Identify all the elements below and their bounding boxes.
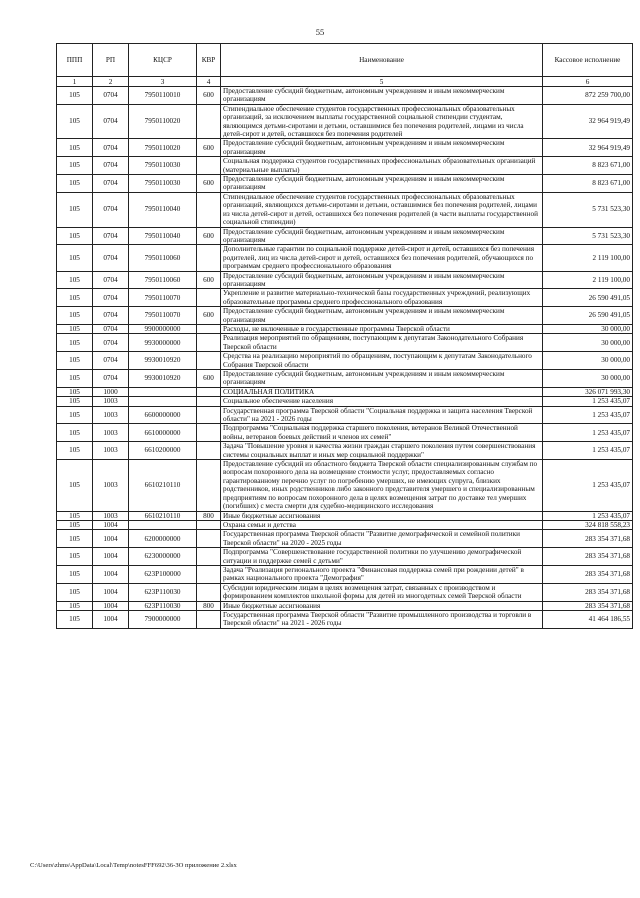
cell-name: Стипендиальное обеспечение студентов государственных профессиональных образовательных организаций, являющихся детьми-сиротами и детьми, оставшимися без попечения родителей, лицами из числа детей-сирот и детей, оставшихся без попечения родителей (в части выплаты государственной социальной стипендии) xyxy=(221,192,543,227)
cell-amount: 1 253 435,07 xyxy=(543,442,633,460)
cell-kcsr xyxy=(129,397,197,406)
cell-amount: 8 823 671,00 xyxy=(543,175,633,193)
header-ppp: ППП xyxy=(57,44,93,77)
table-row xyxy=(57,307,633,325)
cell-kvr xyxy=(197,397,221,406)
cell-rp: 1004 xyxy=(93,548,129,566)
cell-name: Предоставление субсидий бюджетным, автономным учреждениям и иным некоммерческим организациям xyxy=(221,87,543,105)
table-row xyxy=(57,387,633,396)
cell-ppp: 105 xyxy=(57,139,93,157)
cell-amount: 1 253 435,07 xyxy=(543,406,633,424)
cell-amount: 1 253 435,07 xyxy=(543,397,633,406)
cell-name: Дополнительные гарантии по социальной поддержке детей-сирот и детей, оставшихся без попечения родителей, лиц из числа детей-сирот и детей, оставшихся без попечения родителей, обучающихся по программам среднего профессионального образования xyxy=(221,245,543,271)
header-row xyxy=(57,44,633,77)
cell-ppp: 105 xyxy=(57,227,93,245)
cell-name: СОЦИАЛЬНАЯ ПОЛИТИКА xyxy=(221,387,543,396)
cell-rp: 1003 xyxy=(93,424,129,442)
cell-kcsr: 7950110030 xyxy=(129,175,197,193)
page-number: 55 xyxy=(315,27,325,37)
cell-amount: 5 731 523,30 xyxy=(543,192,633,227)
cell-kvr xyxy=(197,548,221,566)
cell-kvr: 600 xyxy=(197,139,221,157)
cell-ppp: 105 xyxy=(57,387,93,396)
cell-kcsr: 6610200000 xyxy=(129,442,197,460)
cell-rp: 0704 xyxy=(93,334,129,352)
cell-ppp: 105 xyxy=(57,175,93,193)
table-row xyxy=(57,370,633,388)
cell-kvr xyxy=(197,352,221,370)
cell-name: Стипендиальное обеспечение студентов государственных профессиональных образовательных организаций, за исключением выплаты государственной социальной стипендии студентам, являющимся детьми-сиротами и детьми, оставшимися без попечения родителей, лицами из числа детей-сирот и детей, оставшихся без попечения родителей xyxy=(221,104,543,139)
column-number: 2 xyxy=(93,77,129,87)
cell-ppp: 105 xyxy=(57,271,93,289)
cell-ppp: 105 xyxy=(57,565,93,583)
cell-rp: 0704 xyxy=(93,227,129,245)
table-row xyxy=(57,289,633,307)
cell-rp: 0704 xyxy=(93,87,129,105)
cell-rp: 0704 xyxy=(93,289,129,307)
cell-ppp: 105 xyxy=(57,424,93,442)
cell-kvr xyxy=(197,530,221,548)
cell-ppp: 105 xyxy=(57,157,93,175)
file-path-footer: C:\Users\zhms\AppData\Local\Temp\notesFFF692\36-ЗО приложение 2.xlsx xyxy=(30,862,237,869)
cell-amount: 872 259 700,00 xyxy=(543,87,633,105)
cell-name: Расходы, не включенные в государственные программы Тверской области xyxy=(221,324,543,333)
cell-kcsr: 623P110030 xyxy=(129,601,197,610)
cell-rp: 0704 xyxy=(93,245,129,271)
cell-name: Иные бюджетные ассигнования xyxy=(221,511,543,520)
cell-amount: 30 000,00 xyxy=(543,334,633,352)
cell-amount: 5 731 523,30 xyxy=(543,227,633,245)
column-number-row xyxy=(57,77,633,87)
table-row xyxy=(57,601,633,610)
cell-kcsr: 9900000000 xyxy=(129,324,197,333)
cell-amount: 283 354 371,68 xyxy=(543,548,633,566)
column-number: 5 xyxy=(221,77,543,87)
cell-kvr: 800 xyxy=(197,601,221,610)
cell-rp: 1000 xyxy=(93,387,129,396)
cell-kcsr: 7950110040 xyxy=(129,192,197,227)
cell-amount: 1 253 435,07 xyxy=(543,424,633,442)
cell-kcsr: 7950110010 xyxy=(129,87,197,105)
cell-kcsr: 7950110060 xyxy=(129,245,197,271)
table-body xyxy=(57,87,633,629)
cell-ppp: 105 xyxy=(57,87,93,105)
cell-name: Государственная программа Тверской области "Развитие промышленного производства и торговли в Тверской области" на 2021 - 2026 годы xyxy=(221,610,543,628)
cell-name: Задача "Повышение уровня и качества жизни граждан старшего поколения путем совершенствования системы социальных выплат и иных мер социальной поддержки" xyxy=(221,442,543,460)
cell-kvr xyxy=(197,442,221,460)
cell-kcsr: 7950110020 xyxy=(129,139,197,157)
table-row xyxy=(57,104,633,139)
table-row xyxy=(57,324,633,333)
cell-amount: 30 000,00 xyxy=(543,324,633,333)
cell-kcsr: 6200000000 xyxy=(129,530,197,548)
cell-rp: 1004 xyxy=(93,601,129,610)
table-row xyxy=(57,530,633,548)
cell-amount: 283 354 371,68 xyxy=(543,565,633,583)
column-number: 1 xyxy=(57,77,93,87)
header-kcsr: КЦСР xyxy=(129,44,197,77)
cell-rp: 0704 xyxy=(93,175,129,193)
cell-name: Социальная поддержка студентов государственных профессиональных образовательных организаций (материальные выплаты) xyxy=(221,157,543,175)
cell-rp: 0704 xyxy=(93,307,129,325)
cell-kcsr: 9930010920 xyxy=(129,352,197,370)
cell-kcsr xyxy=(129,387,197,396)
cell-kvr: 600 xyxy=(197,370,221,388)
cell-kvr xyxy=(197,565,221,583)
table-row xyxy=(57,565,633,583)
budget-table xyxy=(56,43,633,629)
cell-rp: 0704 xyxy=(93,352,129,370)
cell-amount: 283 354 371,68 xyxy=(543,583,633,601)
cell-amount: 324 818 558,23 xyxy=(543,520,633,529)
cell-ppp: 105 xyxy=(57,610,93,628)
column-number: 4 xyxy=(197,77,221,87)
cell-amount: 41 464 186,55 xyxy=(543,610,633,628)
cell-kvr xyxy=(197,583,221,601)
table-row xyxy=(57,520,633,529)
cell-kvr xyxy=(197,334,221,352)
cell-amount: 283 354 371,68 xyxy=(543,601,633,610)
table-row xyxy=(57,139,633,157)
table-row xyxy=(57,406,633,424)
table-row xyxy=(57,175,633,193)
cell-kcsr: 7950110020 xyxy=(129,104,197,139)
cell-kvr xyxy=(197,460,221,511)
table-row xyxy=(57,548,633,566)
cell-amount: 30 000,00 xyxy=(543,370,633,388)
cell-name: Социальное обеспечение населения xyxy=(221,397,543,406)
cell-amount: 32 964 919,49 xyxy=(543,139,633,157)
cell-name: Государственная программа Тверской области "Социальная поддержка и защита населения Тверской области" на 2021 - 2026 годы xyxy=(221,406,543,424)
cell-rp: 1004 xyxy=(93,610,129,628)
table-row xyxy=(57,87,633,105)
column-number: 6 xyxy=(543,77,633,87)
table-row xyxy=(57,271,633,289)
cell-kvr xyxy=(197,406,221,424)
cell-rp: 0704 xyxy=(93,271,129,289)
table-row xyxy=(57,157,633,175)
cell-kcsr: 7950110030 xyxy=(129,157,197,175)
cell-ppp: 105 xyxy=(57,370,93,388)
cell-kcsr: 6230000000 xyxy=(129,548,197,566)
table-row xyxy=(57,352,633,370)
cell-name: Охрана семьи и детства xyxy=(221,520,543,529)
cell-ppp: 105 xyxy=(57,460,93,511)
cell-kcsr: 7950110070 xyxy=(129,289,197,307)
cell-kvr: 600 xyxy=(197,227,221,245)
cell-ppp: 105 xyxy=(57,324,93,333)
table-row xyxy=(57,583,633,601)
table-row xyxy=(57,460,633,511)
cell-name: Предоставление субсидий бюджетным, автономным учреждениям и иным некоммерческим организациям xyxy=(221,271,543,289)
cell-amount: 26 590 491,05 xyxy=(543,307,633,325)
table-row xyxy=(57,192,633,227)
cell-kvr xyxy=(197,192,221,227)
cell-kcsr: 9930000000 xyxy=(129,334,197,352)
cell-name: Предоставление субсидий бюджетным, автономным учреждениям и иным некоммерческим организациям xyxy=(221,370,543,388)
cell-kcsr: 7950110040 xyxy=(129,227,197,245)
cell-rp: 1003 xyxy=(93,397,129,406)
cell-kvr xyxy=(197,104,221,139)
table-row xyxy=(57,424,633,442)
cell-kcsr: 6610210110 xyxy=(129,460,197,511)
cell-amount: 1 253 435,07 xyxy=(543,460,633,511)
cell-name: Укрепление и развитие материально-технической базы государственных учреждений, реализующих образовательные программы среднего профессионального образования xyxy=(221,289,543,307)
cell-name: Государственная программа Тверской области "Развитие демографической и семейной политики Тверской области" на 2020 - 2025 годы xyxy=(221,530,543,548)
cell-kcsr: 7950110070 xyxy=(129,307,197,325)
cell-ppp: 105 xyxy=(57,104,93,139)
cell-ppp: 105 xyxy=(57,583,93,601)
cell-rp: 0704 xyxy=(93,192,129,227)
cell-kvr xyxy=(197,387,221,396)
cell-name: Предоставление субсидий бюджетным, автономным учреждениям и иным некоммерческим организациям xyxy=(221,139,543,157)
cell-kvr xyxy=(197,424,221,442)
header-rp: РП xyxy=(93,44,129,77)
table-row xyxy=(57,334,633,352)
column-number: 3 xyxy=(129,77,197,87)
cell-kvr xyxy=(197,289,221,307)
cell-kcsr: 6600000000 xyxy=(129,406,197,424)
cell-name: Подпрограмма "Совершенствование государственной политики по улучшению демографической ситуации и поддержке семей с детьми" xyxy=(221,548,543,566)
cell-rp: 0704 xyxy=(93,157,129,175)
cell-amount: 2 119 100,00 xyxy=(543,245,633,271)
cell-ppp: 105 xyxy=(57,245,93,271)
cell-kcsr: 7900000000 xyxy=(129,610,197,628)
cell-rp: 1003 xyxy=(93,406,129,424)
cell-rp: 1004 xyxy=(93,530,129,548)
cell-ppp: 105 xyxy=(57,334,93,352)
table-row xyxy=(57,610,633,628)
cell-ppp: 105 xyxy=(57,601,93,610)
cell-name: Субсидии юридическим лицам в целях возмещения затрат, связанных с производством и формированием комплектов школьной формы для детей из многодетных семей Тверской области xyxy=(221,583,543,601)
cell-kvr xyxy=(197,324,221,333)
cell-kcsr: 9930010920 xyxy=(129,370,197,388)
header-name: Наименование xyxy=(221,44,543,77)
cell-rp: 0704 xyxy=(93,324,129,333)
cell-kcsr: 623P100000 xyxy=(129,565,197,583)
cell-name: Задача "Реализация регионального проекта "Финансовая поддержка семей при рождении детей" в рамках национального проекта "Демография" xyxy=(221,565,543,583)
cell-rp: 1003 xyxy=(93,460,129,511)
cell-name: Предоставление субсидий бюджетным, автономным учреждениям и иным некоммерческим организациям xyxy=(221,175,543,193)
cell-name: Средства на реализацию мероприятий по обращениям, поступающим к депутатам Законодательного Собрания Тверской области xyxy=(221,352,543,370)
cell-rp: 0704 xyxy=(93,104,129,139)
cell-kcsr xyxy=(129,520,197,529)
cell-amount: 26 590 491,05 xyxy=(543,289,633,307)
cell-rp: 0704 xyxy=(93,370,129,388)
table-row xyxy=(57,397,633,406)
cell-kvr xyxy=(197,157,221,175)
cell-name: Иные бюджетные ассигнования xyxy=(221,601,543,610)
cell-kcsr: 6610000000 xyxy=(129,424,197,442)
cell-ppp: 105 xyxy=(57,442,93,460)
cell-rp: 1003 xyxy=(93,511,129,520)
cell-rp: 1004 xyxy=(93,583,129,601)
cell-ppp: 105 xyxy=(57,289,93,307)
table-row xyxy=(57,227,633,245)
cell-amount: 8 823 671,00 xyxy=(543,157,633,175)
cell-ppp: 105 xyxy=(57,352,93,370)
cell-ppp: 105 xyxy=(57,406,93,424)
cell-amount: 326 071 993,30 xyxy=(543,387,633,396)
cell-kvr: 600 xyxy=(197,87,221,105)
cell-ppp: 105 xyxy=(57,192,93,227)
cell-rp: 1004 xyxy=(93,520,129,529)
cell-name: Предоставление субсидий бюджетным, автономным учреждениям и иным некоммерческим организациям xyxy=(221,307,543,325)
cell-kvr xyxy=(197,245,221,271)
cell-amount: 2 119 100,00 xyxy=(543,271,633,289)
cell-name: Предоставление субсидий из областного бюджета Тверской области специализированным службам по вопросам похоронного дела на возмещение стоимости услуг, предоставляемых согласно гарантированному перечню услуг по погребению умерших, не имеющих супруга, близких родственников, иных родственников либо законного представителя умершего и специализированным предприятиям по вопросам похоронного дела в целях возмещения затрат по доставке тел умерших (погибших) с места смерти для судебно-медицинского исследования xyxy=(221,460,543,511)
cell-amount: 1 253 435,07 xyxy=(543,511,633,520)
cell-amount: 30 000,00 xyxy=(543,352,633,370)
cell-name: Подпрограмма "Социальная поддержка старшего поколения, ветеранов Великой Отечественной войны, ветеранов боевых действий и членов их семей" xyxy=(221,424,543,442)
cell-rp: 1003 xyxy=(93,442,129,460)
cell-ppp: 105 xyxy=(57,511,93,520)
table-row xyxy=(57,442,633,460)
cell-amount: 283 354 371,68 xyxy=(543,530,633,548)
cell-kvr: 600 xyxy=(197,307,221,325)
cell-kvr: 800 xyxy=(197,511,221,520)
cell-rp: 1004 xyxy=(93,565,129,583)
table-row xyxy=(57,511,633,520)
cell-name: Реализация мероприятий по обращениям, поступающим к депутатам Законодательного Собрания Тверской области xyxy=(221,334,543,352)
cell-ppp: 105 xyxy=(57,548,93,566)
cell-ppp: 105 xyxy=(57,307,93,325)
cell-kvr: 600 xyxy=(197,175,221,193)
cell-name: Предоставление субсидий бюджетным, автономным учреждениям и иным некоммерческим организациям xyxy=(221,227,543,245)
header-cash-execution: Кассовое исполнение xyxy=(543,44,633,77)
cell-kcsr: 6610210110 xyxy=(129,511,197,520)
cell-kvr: 600 xyxy=(197,271,221,289)
cell-ppp: 105 xyxy=(57,397,93,406)
cell-kcsr: 623P110030 xyxy=(129,583,197,601)
table-row xyxy=(57,245,633,271)
cell-rp: 0704 xyxy=(93,139,129,157)
cell-ppp: 105 xyxy=(57,530,93,548)
cell-amount: 32 964 919,49 xyxy=(543,104,633,139)
cell-kvr xyxy=(197,610,221,628)
cell-kcsr: 7950110060 xyxy=(129,271,197,289)
header-kvr: КВР xyxy=(197,44,221,77)
cell-kvr xyxy=(197,520,221,529)
cell-ppp: 105 xyxy=(57,520,93,529)
